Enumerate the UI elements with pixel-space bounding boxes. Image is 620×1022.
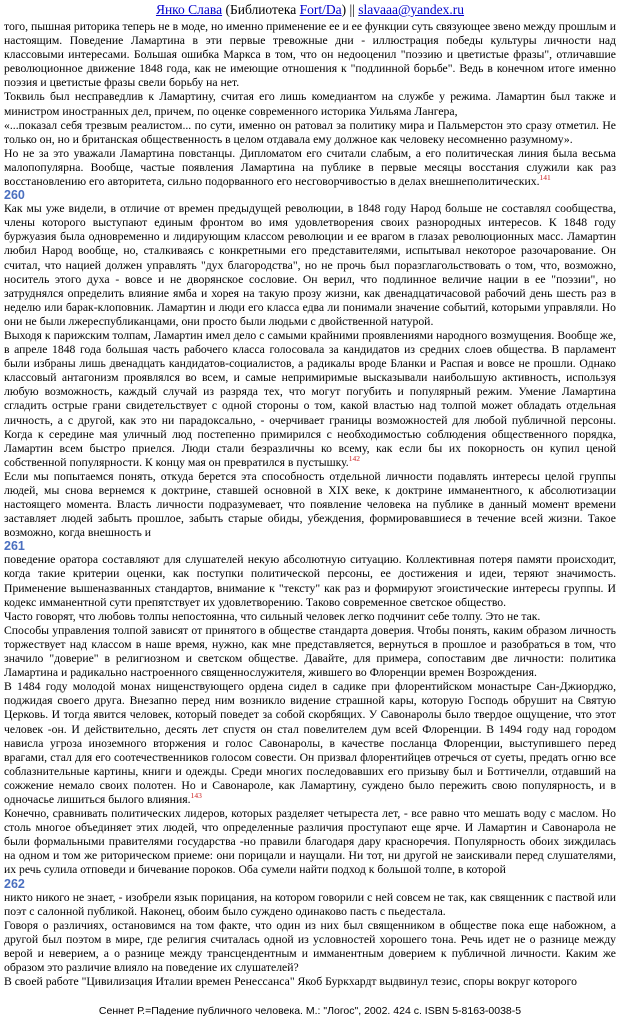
page-number-marker: 261 [4, 539, 25, 554]
paragraph-text: Но не за это уважали Ламартина повстанцы. Дипломатом его считали слабым, а его политическая линия была весьма малопопулярна. Вообще, частые появления Ламартина на публике в первые месяцы восстания служили как раз восстановлению его авторитета, сильно подорванного его несговорчивостью в делах внешнеполитических. [4, 146, 616, 189]
document-body [4, 20, 616, 989]
paragraph-text: В 1484 году молодой монах нищенствующего ордена сидел в садике при флорентийском монастыре Сан-Джиорджо, поджидая своего друга. Внезапно перед ним возникло видение страшной кары, которую Господь обрушит на Святую Церковь. И тогда явится человек, который поведет за собой скорбящих. У Савонаролы было твердое ощущение, что этот человек -он. И действительно, десять лет спустя он стал повелителем дум всей Флоренции. В 1494 году над городом нависла угроза иноземного вторжения и голос Савонаролы, в качестве посланца Флоренции, выступившего перед врагами, стал для его соотечественников голосом совести. Он призвал флорентийцев отречься от суеты, предать огню все соблазнительные картины, книги и одежды. Среди многих последовавших его призыву был и Боттичелли, отдавший на сожжение немало своих полотен. Но и Савонароле, как Ламартину, суждено было пережить свою популярность, и в одночасье лишиться былого влияния. [4, 680, 616, 806]
paragraph: Как мы уже видели, в отличие от времен предыдущей революции, в 1848 году Народ больше не составлял сообщества, члены которого выступают единым фронтом во имя удовлетворения своих разнородных интересов. К 1848 году буржуазия была одновременно и лидирующим классом революции и ее врагом в глазах революционных масс. Ламартин любил Народ вообще, но, сталкиваясь с конкретными его представителями, испытывал некоторое разочарование. Он считал, что нацией должен управлять "дух благородства", но не прочь был поразглагольствовать о том, что, возможно, носитель этого духа - вовсе и не дворянское сословие. Он верил, что подлинное величие нации в ее "поэзии", но затруднялся определить влияние ямба и хорея на такую прозу жизни, как двенадцатичасовой рабочий день шесть раз в неделю или барак-клоповник. Ламартин и люди его класса едва ли понимали значение событий, которыми управляли. Но они не были лжереспубликанцами, они просто были людьми с двойственной натурой. [4, 202, 616, 328]
paragraph [4, 680, 616, 807]
paragraph: Конечно, сравнивать политических лидеров, которых разделяет четыреста лет, - все равно что мешать воду с маслом. Но столь многое объединяет этих людей, что определенные различия проступают еще ярче. И Ламартин и Савонарола не были формальными правителями государства -но правили благодаря дару красноречия. Популярность обоих зиждилась на одном и том же риторическом приеме: они порицали и наущали. Ни тот, ни другой не заискивали перед слушателями, их речь сулила отповеди и бичевание пороков. Оба сумели найти подход к большой толпе, в которой [4, 807, 616, 877]
page-number-marker: 262 [4, 876, 25, 891]
library-close-text: ) || [341, 2, 359, 17]
paragraph: Способы управления толпой зависят от принятого в обществе стандарта доверия. Чтобы понять, каким образом личность торжествует над классом в наше время, нужно, как мне представляется, вернуться в прошлое и разобраться в том, что значило "доверие" в религиозном и светском обществе. Давайте, для примера, сопоставим две личности: политика Ламартина и радикально настроенного священнослужителя, жившего во Флоренции времен Возрождения. [4, 623, 616, 680]
paragraph: В своей работе "Цивилизация Италии времен Ренессанса" Якоб Буркхардт выдвинул тезис, споры вокруг которого [4, 975, 577, 989]
paragraph: того, пышная риторика теперь не в моде, но именно применение ее и ее функции суть связующее звено между прошлым и настоящим. Поведение Ламартина в эти первые тревожные дни - иллюстрация победы культуры личности над классовыми интересами. Большая ошибка Маркса в том, что он недооценил "поэзию и цветистые фразы", отличавшие революционное движение 1848 года, как не имеющие отношения к "подлинной борьбе". Ведь в конечном итоге именно поэзия и цветистые фразы свели борьбу на нет. [4, 20, 616, 90]
quote-paragraph: «...показал себя трезвым реалистом... по сути, именно он ратовал за политику мира и Пальмерстон это сразу отметил. Не только он, но и британская общественность в целом отдавала ему должное как человеку несомненно разумному». [4, 118, 616, 146]
page-number-marker: 260 [4, 188, 25, 203]
paragraph: Часто говорят, что любовь толпы непостоянна, что сильный человек легко подчинит себе толпу. Это не так. [4, 609, 541, 623]
paragraph: никто никого не знает, - изобрели язык порицания, на котором говорили с ней совсем не так, как священник с паствой или поэт с салонной публикой. Наконец, обоим было суждено одинаково пасть с пьедестала. [4, 890, 616, 918]
paragraph [4, 147, 616, 189]
library-open-text: (Библиотека [222, 2, 300, 17]
footnote-marker[interactable]: 143 [190, 791, 202, 801]
paragraph: Говоря о различиях, остановимся на том факте, что один из них был священником в обществе пока еще набожном, а другой был поэтом в мире, где религия считалась одной из условностей хорошего тона. Речь идет не о разнице между верой и неверием, а о разнице между трансцендентным и имманентным доверием к публичной личности. Каким же образом это различие влияло на поведение их слушателей? [4, 918, 616, 974]
paragraph: поведение оратора составляют для слушателей некую абсолютную ситуацию. Коллективная потеря памяти происходит, когда такие критерии оценки, как поступки политической персоны, ее достижения и идеи, теряют значимость. Применение вышеназванных стандартов, внимание к "тексту" как раз и формируют эгоистические интересы группы. И кодекс имманентной сути препятствует их удовлетворению. Таково современное светское общество. [4, 553, 616, 609]
paragraph: Токвиль был несправедлив к Ламартину, считая его лишь комедиантом на службе у режима. Ламартин был также и министром иностранных дел, причем, по оценке современного историка Уильяма Лангера, [4, 90, 616, 118]
footnote-marker[interactable]: 142 [348, 453, 360, 463]
library-link[interactable]: Fort/Da [299, 2, 342, 17]
footnote-marker[interactable]: 141 [539, 173, 551, 183]
page-header [0, 2, 620, 18]
paragraph: Если мы попытаемся понять, откуда берется эта способность отдельной личности подавлять интересы целой группы людей, мы снова вернемся к доктрине, ставшей основной в XIX веке, к доктрине имманентного, к абсолютизации настоящего момента. Власть личности подразумевает, что появление человека на публике в данный момент времени заставляет людей забыть прошлое, забыть старые обиды, убеждения, формировавшиеся в течение всей жизни. Такое возможно, когда внешность и [4, 469, 616, 540]
paragraph [4, 329, 616, 470]
email-link[interactable]: slavaaa@yandex.ru [358, 2, 465, 17]
paragraph-text: Выходя к парижским толпам, Ламартин имел дело с самыми крайними проявлениями народного возмущения. Вообще же, в апреле 1848 года большая часть рабочего класса голосовала за кандидатов из средних слоев общества. В парламент были избраны лишь двенадцать кандидатов-социалистов, а радикалы вроде Бланки и Распая и вовсе не прошли. Однако классовый антагонизм проявлялся во всем, и самые непримиримые высказывали наибольшую активность, используя любую возможность, каждый случай из разряда тех, что могут погубить и популярный режим. Умение Ламартина сгладить острые грани свидетельствует с одной стороны о том, какой властью над толпой может обладать отдельная личность, а с другой, как это ни парадоксально, - очерчивает границы возможностей для любой публичной персоны. Когда к середине мая уличный люд постепенно примирился с необходимостью соблюдения общественного порядка, Ламартин всем быстро приелся. Люди стали безразличны ко всему, как если бы их покорность он купил ценой собственной популярности. К концу мая он превратился в пустышку. [4, 328, 616, 469]
author-link[interactable]: Янко Слава [155, 2, 223, 17]
page-footer-citation: Сеннет Р.=Падение публичного человека. М.: "Логос", 2002. 424 с. ISBN 5-8163-0038-5 [98, 1005, 522, 1017]
